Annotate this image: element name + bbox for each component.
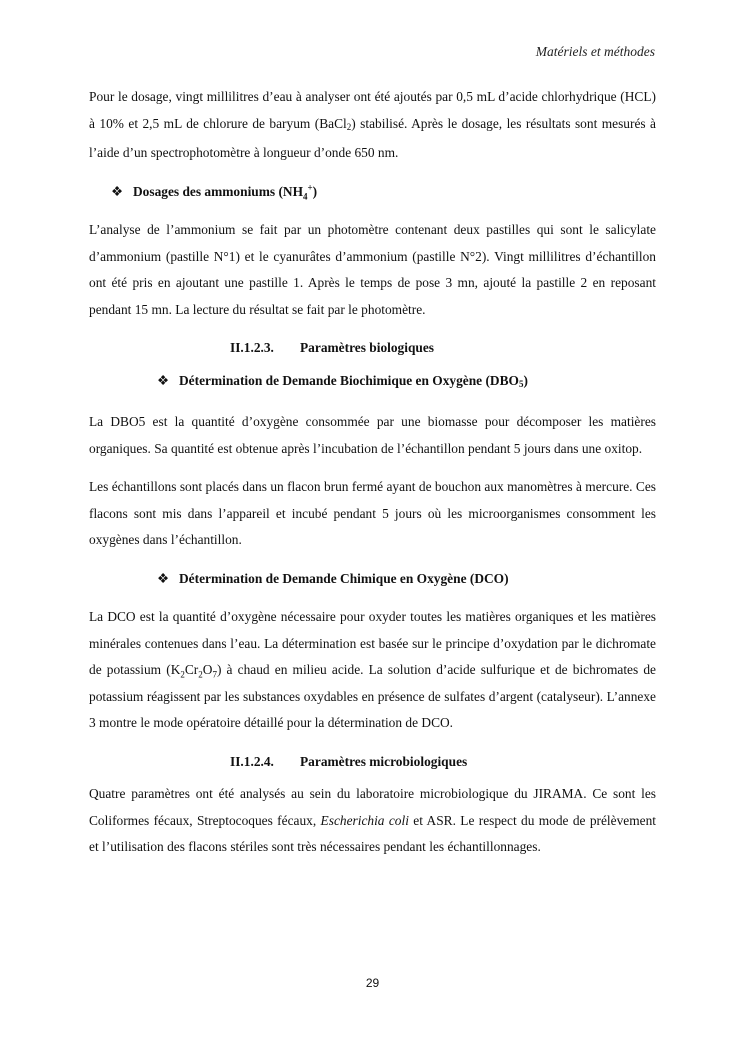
heading-dco: ❖ Détermination de Demande Chimique en Oxygène (DCO) bbox=[89, 566, 656, 593]
paragraph-sulfate-dosage: Pour le dosage, vingt millilitres d’eau à analyser ont été ajoutés par 0,5 mL d’acide chlorhydrique (HCL) à 10% et 2,5 mL de chlorure de baryum (BaCl2) stabilisé. Après le dosage, les résultats sont mesurés à l’aide d’un spectrophotomètre à longueur d’onde 650 nm. bbox=[89, 89, 656, 160]
heading-dbo5: ❖ Détermination de Demande Biochimique en Oxygène (DBO5) bbox=[89, 368, 656, 398]
paragraph-dco: La DCO est la quantité d’oxygène nécessaire pour oxyder toutes les matières organiques et les matières minérales contenues dans l’eau. La détermination est basée sur le principe d’oxydation par le dichromate de potassium $(K_2Cr_2O_7)$ à chaud en milieu acide. La solution d’acide sulfurique et de bichromates de potassium réagissent par les substances oxydables en présence de sulfates d’argent (catalyseur). L’annexe 3 montre le mode opératoire détaillé pour la détermination de DCO. bbox=[89, 609, 656, 730]
diamond-bullet-icon: ❖ bbox=[157, 570, 170, 586]
running-header: Matériels et méthodes bbox=[535, 44, 655, 59]
paragraph-dbo5-definition: La DBO5 est la quantité d’oxygène consommée par une biomasse pour décomposer les matières organiques. Sa quantité est obtenue après l’incubation de l’échantillon pendant 5 jours dans une oxitop. bbox=[89, 414, 656, 456]
page-body bbox=[89, 84, 656, 873]
page-number: 29 bbox=[365, 976, 380, 990]
diamond-bullet-icon: ❖ bbox=[157, 372, 170, 388]
section-heading-microbiological: II.1.2.4. Paramètres microbiologiques bbox=[230, 753, 468, 769]
diamond-bullet-icon: ❖ bbox=[111, 183, 124, 199]
heading-ammonium: ❖ Dosages des ammoniums $(NH_4^+)$ bbox=[89, 179, 656, 206]
paragraph-dbo5-procedure: Les échantillons sont placés dans un flacon brun fermé ayant de bouchon aux manomètres à mercure. Ces flacons sont mis dans l’appareil et incubé pendant 5 jours où les microorganismes consomment les oxygènes dans l’échantillon. bbox=[89, 479, 656, 547]
paragraph-microbiological: Quatre paramètres ont été analysés au sein du laboratoire microbiologique du JIRAMA. Ce sont les Coliformes fécaux, Streptocoques fécaux, Escherichia coli et ASR. Le respect du mode de prélèvement et l’utilisation des flacons stériles sont très nécessaires pendant les échantillonnages. bbox=[89, 786, 656, 854]
section-heading-biological: II.1.2.3. Paramètres biologiques bbox=[230, 340, 435, 355]
paragraph-ammonium: L’analyse de l’ammonium se fait par un photomètre contenant deux pastilles qui sont le salicylate d’ammonium (pastille N°1) et le cyanurâtes d’ammonium (pastille N°2). Vingt millilitres d’échantillon ont été pris en ajoutant une pastille 1. Après le temps de pose 3 mn, ajouté la pastille 2 en reposant pendant 15 mn. La lecture du résultat se fait par le photomètre. bbox=[89, 222, 656, 317]
